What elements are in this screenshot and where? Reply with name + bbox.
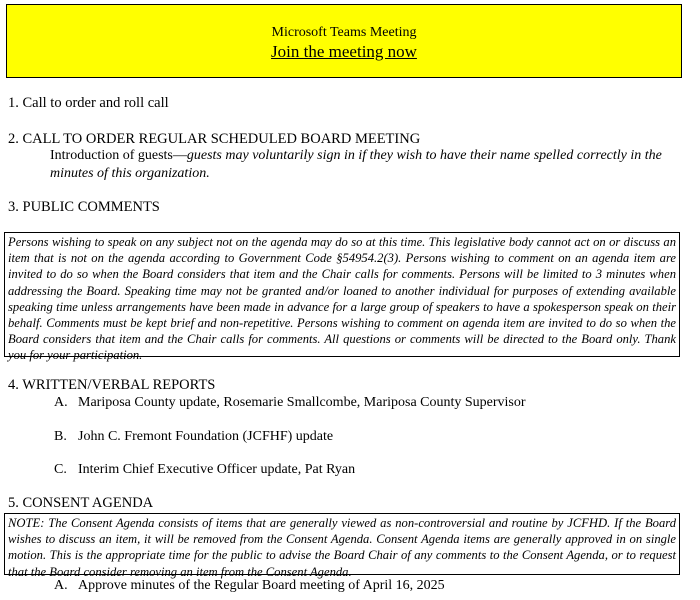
- item-1-heading: 1. Call to order and roll call: [8, 95, 169, 111]
- consent-item-text: Approve minutes of the Regular Board meeting of April 16, 2025: [78, 578, 445, 593]
- join-meeting-link[interactable]: Join the meeting now: [271, 42, 417, 61]
- item-2-heading: 2. CALL TO ORDER REGULAR SCHEDULED BOARD MEETING: [8, 131, 421, 147]
- report-item: [54, 395, 526, 411]
- report-item-letter: A.: [54, 395, 68, 410]
- item-5-heading: 5. CONSENT AGENDA: [8, 495, 154, 511]
- report-item-text: Interim Chief Executive Officer update, Pat Ryan: [78, 462, 356, 477]
- public-comments-notice: Persons wishing to speak on any subject not on the agenda may do so at this time. This legislative body cannot act on or discuss an item that is not on the agenda according to Government Code §54954.2(3). Persons wishing to comment on an agenda item are invited to do so when the Board considers that item and the Chair calls for comments. Persons will be limited to 3 minutes when addressing the Board. Speaking time may not be granted and/or loaned to another individual for purposes of extending available speaking time unless arrangements have been made in advance for a large group of speakers to have a spokesperson speak on their behalf. Comments must be kept brief and non-repetitive. Persons wishing to comment on agenda item are invited to do so when the Board considers that item and the Chair calls for comments. All questions or comments will be directed to the Board only. Thank you for your participation.: [4, 232, 680, 357]
- item-3-heading: 3. PUBLIC COMMENTS: [8, 199, 160, 215]
- report-item: [54, 429, 333, 445]
- item-4-heading: 4. WRITTEN/VERBAL REPORTS: [8, 377, 216, 393]
- consent-item-letter: A.: [54, 578, 68, 593]
- report-item-letter: B.: [54, 429, 67, 444]
- report-item-text: John C. Fremont Foundation (JCFHF) update: [78, 429, 334, 444]
- consent-item: [54, 578, 445, 594]
- banner-title: Microsoft Teams Meeting: [271, 25, 417, 40]
- report-item-letter: C.: [54, 462, 67, 477]
- guests-intro-lead: Introduction of guests—: [50, 148, 187, 163]
- report-item-text: Mariposa County update, Rosemarie Smallcombe, Mariposa County Supervisor: [78, 395, 526, 410]
- consent-agenda-notice: NOTE: The Consent Agenda consists of items that are generally viewed as non-controversial and routine by JCFHD. If the Board wishes to discuss an item, it will be removed from the Consent Agenda. Consent Agenda items are generally approved in on single motion. This is the appropriate time for the public to advise the Board Chair of any comments to the Consent Agenda, or to request that the Board consider removing an item from the Consent Agenda.: [4, 513, 680, 575]
- guests-intro-italic: guests may voluntarily sign in if they wish to have their name spelled correctly in the minutes of this organization.: [50, 148, 662, 181]
- teams-meeting-banner: [6, 4, 682, 78]
- guests-introduction: [50, 147, 690, 183]
- report-item: [54, 462, 355, 478]
